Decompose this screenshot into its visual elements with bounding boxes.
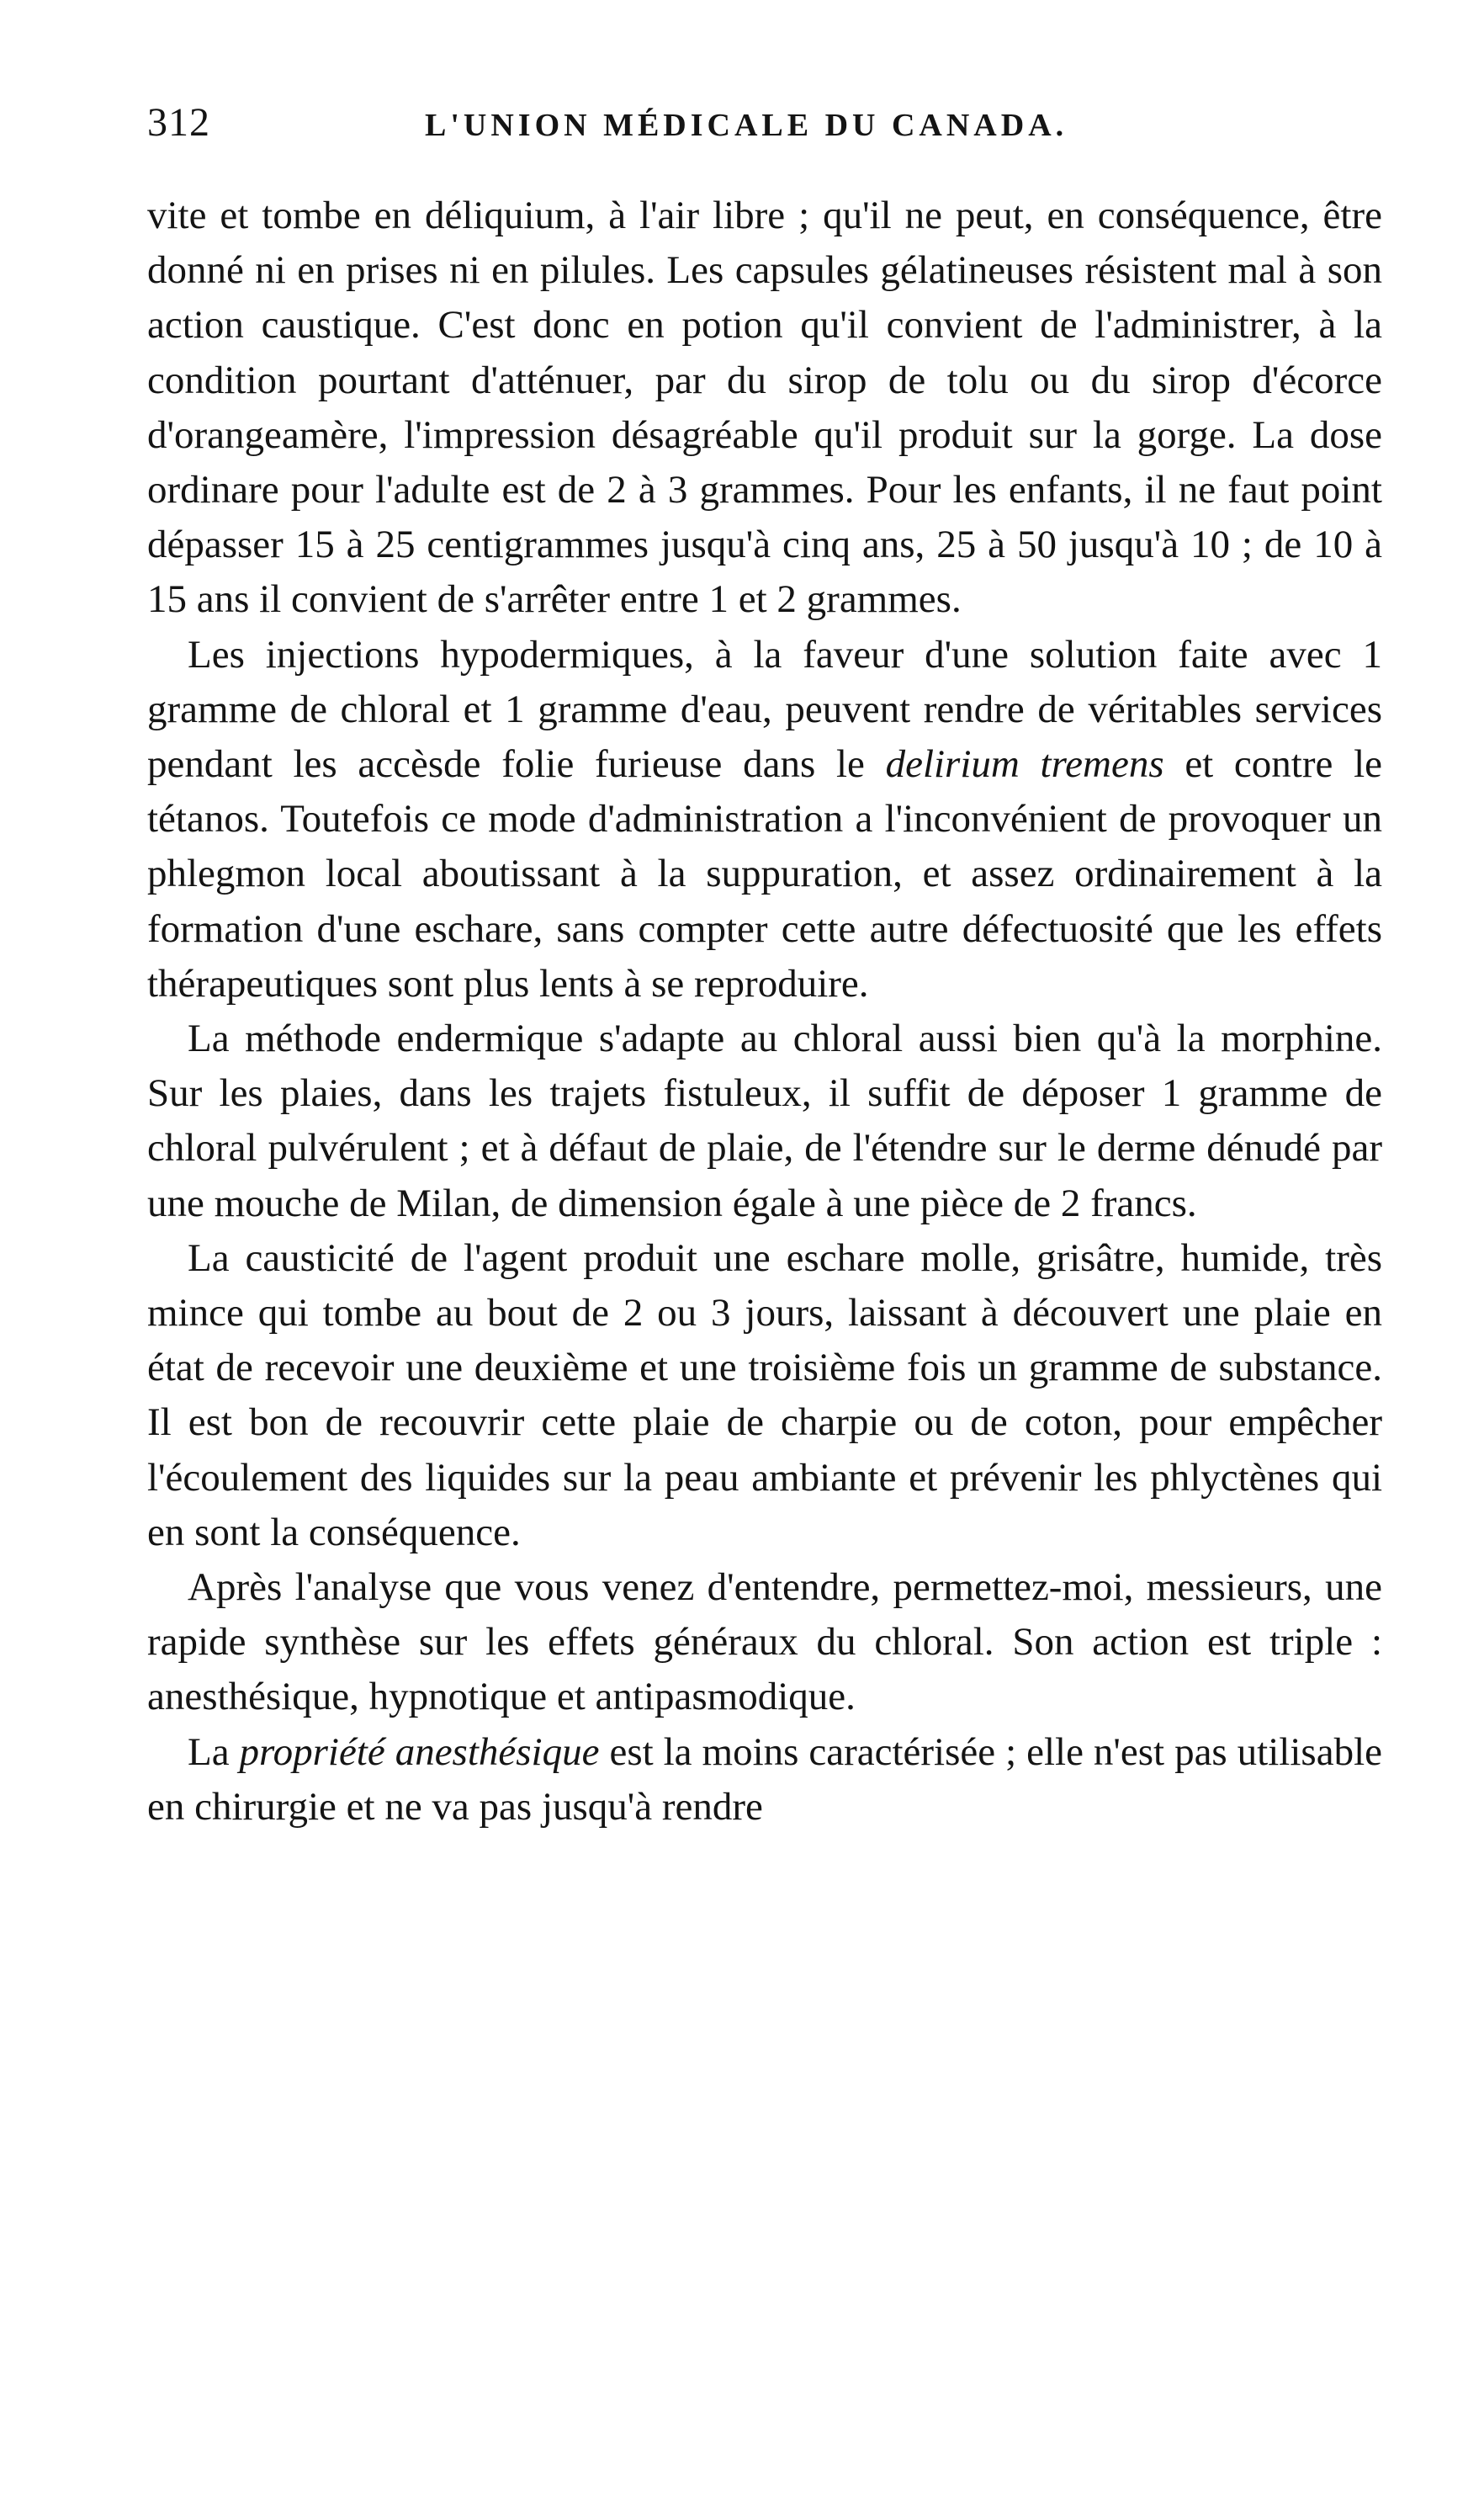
body-text — [147, 189, 1382, 1835]
italic-term: delirium tremens — [885, 742, 1164, 787]
paragraph-text: est la moins caractérisée ; elle n'est pas utilisable en chirurgie et ne va pas jusqu'à rendre — [147, 1729, 1382, 1829]
paragraph — [147, 1725, 1382, 1835]
italic-term: propriété anesthésique — [239, 1729, 600, 1774]
running-title: L'UNION MÉDICALE DU CANADA. — [425, 108, 1068, 143]
paragraph-text: La méthode endermique s'adapte au chloral aussi bien qu'à la morphine. Sur les plaies, dans les trajets fistuleux, il suffit de déposer 1 gramme de chloral pulvérulent ; et à défaut de plaie, de l'étendre sur le derme dénudé par une mouche de Milan, de dimension égale à une pièce de 2 francs. — [147, 1017, 1382, 1225]
paragraph-text: La causticité de l'agent produit une eschare molle, grisâtre, humide, très mince qui tombe au bout de 2 ou 3 jours, laissant à découvert une plaie en état de recevoir une deuxième et une troisième fois un gramme de substance. Il est bon de recouvrir cette plaie de charpie ou de coton, pour empêcher l'écoulement des liquides sur la peau ambiante et prévenir les phlyctènes qui en sont la conséquence. — [147, 1235, 1382, 1554]
page-header — [147, 99, 1382, 158]
page-number: 312 — [147, 100, 210, 145]
document-page — [147, 99, 1382, 1835]
paragraph — [147, 189, 1382, 628]
paragraph — [147, 628, 1382, 1012]
paragraph-text: Les injections hypodermiques, à la faveur d'une solution faite avec 1 gramme de chloral et 1 gramme d'eau, peuvent rendre de véritables services pendant les accèsde folie furieuse dans le — [147, 632, 1382, 787]
paragraph — [147, 1560, 1382, 1725]
paragraph-text: et contre le tétanos. Toutefois ce mode d'administration a l'inconvénient de provoquer un phlegmon local aboutissant à la suppuration, et assez ordinairement à la formation d'une eschare, sans compter cette autre défectuosité que les effets thérapeutiques sont plus lents à se reproduire. — [147, 742, 1382, 1006]
paragraph — [147, 1012, 1382, 1231]
paragraph — [147, 1231, 1382, 1560]
paragraph-text: Après l'analyse que vous venez d'entendre, permettez-moi, messieurs, une rapide synthèse sur les effets généraux du chloral. Son action est triple : anesthésique, hypnotique et antipasmodique. — [147, 1565, 1382, 1719]
paragraph-text: vite et tombe en déliquium, à l'air libre ; qu'il ne peut, en conséquence, être donné ni en prises ni en pilules. Les capsules gélatineuses résistent mal à son action caustique. C'est donc en potion qu'il convient de l'administrer, à la condition pourtant d'atténuer, par du sirop de tolu ou du sirop d'écorce d'orangeamère, l'impression désagréable qu'il produit sur la gorge. La dose ordinare pour l'adulte est de 2 à 3 grammes. Pour les enfants, il ne faut point dépasser 15 à 25 centigrammes jusqu'à cinq ans, 25 à 50 jusqu'à 10 ; de 10 à 15 ans il convient de s'arrêter entre 1 et 2 grammes. — [147, 194, 1382, 622]
paragraph-text: La — [188, 1729, 240, 1774]
